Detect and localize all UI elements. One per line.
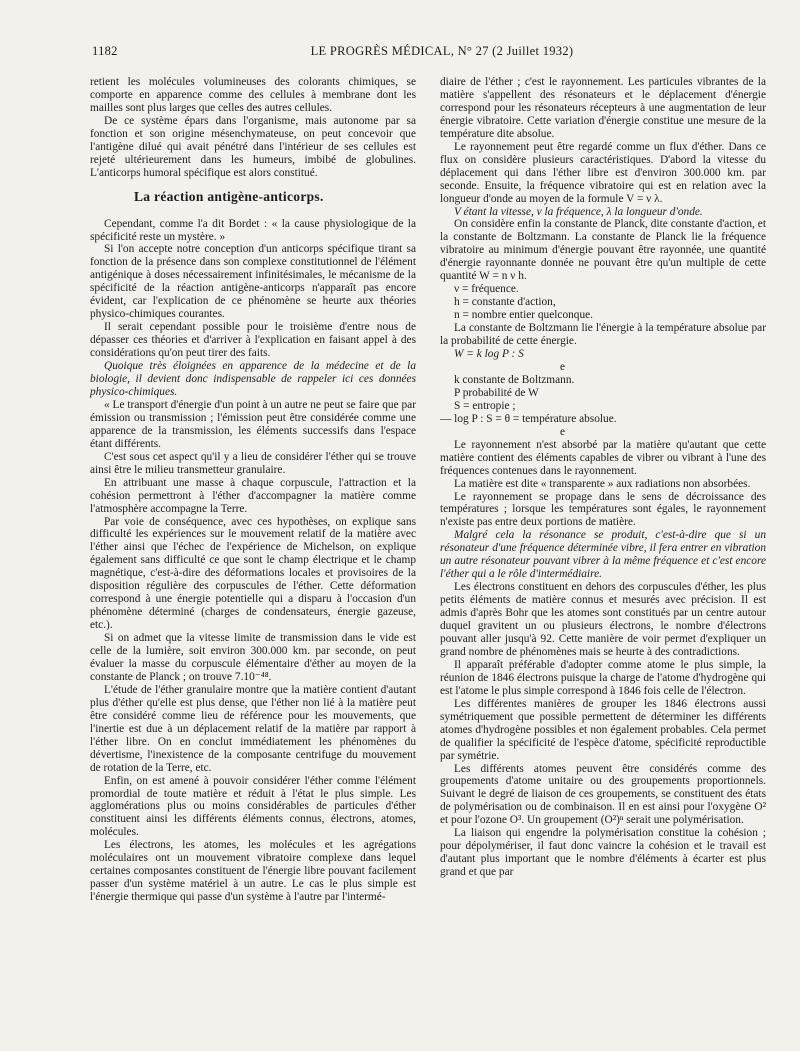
- paragraph: Enfin, on est amené à pouvoir considérer l'éther comme l'élément promordial de toute matière et réduit à l'état le plus simple. Les agglomérations plus ou moins considérables de particules d'éther constituent ainsi les différents éléments connus, électrons, atomes, molécules.: [90, 774, 416, 839]
- definition-item: ν = fréquence.: [454, 283, 519, 296]
- left-column: [90, 76, 416, 904]
- paragraph: Les différents atomes peuvent être considérés comme des groupements d'atome unitaire ou des groupements proportionnels. Suivant le degré de liaison de ces groupements, se constituent des états de polymérisation ou de combinaison. Il en est ainsi pour l'oxygène O² et pour l'ozone O³. Un groupement (O²)ⁿ serait une polymérisation.: [440, 762, 766, 827]
- paragraph: Les électrons, les atomes, les molécules et les agrégations moléculaires ont un mouvement vibratoire complexe dans lequel certaines composantes constituent de l'énergie libre pouvant facilement passer d'un système matériel à un autre. Le cas le plus simple est l'énergie thermique qui passe d'un système à l'autre par l'intermé-: [90, 839, 416, 904]
- formula-exponent: e: [560, 425, 566, 438]
- paragraph: La matière est dite « transparente » aux radiations non absorbées.: [454, 477, 751, 490]
- paragraph: Par voie de conséquence, avec ces hypothèses, on explique sans difficulté les expériences sur le mouvement relatif de la matière avec l'éther ainsi que l'échec de l'expérience de Michelson, on explique également sans difficulté ce que sont le champ électrique et le champ magnétique, c'est-à-dire des déformations locales et provisoires de la disposition régulière des corpuscules de l'éther. Cette déformation correspond à une énergie potentielle qui a disparu à l'occasion d'un phénomène déterminé (charges de condensateurs, énergie gazeuse, etc.).: [90, 515, 416, 632]
- paragraph: retient les molécules volumineuses des colorants chimiques, se comporte en apparence comme des cellules à membrane dont les mailles sont plus larges que celles des autres cellules.: [90, 76, 416, 114]
- quotation-paragraph: « Le transport d'énergie d'un point à un autre ne peut se faire que par émission ou transmission ; l'émission peut être considérée comme une apparence de la transmission, les éléments successifs dans l'espace étant différents.: [90, 398, 416, 450]
- definition-item: n = nombre entier quelconque.: [454, 309, 594, 322]
- paragraph: Le rayonnement se propage dans le sens de décroissance des températures ; lorsque les températures sont égales, le rayonnement n'existe pas entre deux portions de matière.: [440, 490, 766, 529]
- formula: W = k log P : S: [454, 348, 524, 361]
- paragraph: Le rayonnement n'est absorbé par la matière qu'autant que cette matière contient des éléments capables de vibrer ou vibrant à l'une des fréquences contenues dans le rayonnement.: [440, 438, 766, 477]
- formula-exponent: e: [560, 360, 566, 373]
- paragraph: L'étude de l'éther granulaire montre que la matière contient d'autant plus d'éther qu'elle est plus dense, que l'éther non lié à la matière peut être considéré comme lieu de référence pour les mouvements, que l'inertie est due à un déplacement relatif de la matière par rapport à l'éther libre. On en conclut immédiatement les phénomènes du dévertisme, l'inexistence de la composante centrifuge du mouvement de rotation de la Terre, etc.: [90, 683, 416, 774]
- paragraph: On considère enfin la constante de Planck, dite constante d'action, et la constante de Boltzmann. La constante de Planck lie la fréquence vibratoire au minimum d'énergie pouvant être rayonnée, une quantité d'énergie rayonnante donnée ne pouvant être qu'un multiple de cette quantité W = n ν h.: [440, 218, 766, 283]
- journal-title: LE PROGRÈS MÉDICAL, N° 27 (2 Juillet 1932): [310, 44, 574, 58]
- paragraph: La constante de Boltzmann lie l'énergie à la température absolue par la probabilité de cette énergie.: [440, 322, 766, 348]
- definition-item: P probabilité de W: [454, 386, 539, 399]
- page-number: 1182: [92, 44, 118, 58]
- italic-paragraph: Quoique très éloignées en apparence de la médecine et de la biologie, il devient donc indispensable de rappeler ici ces données physico-chimiques.: [90, 360, 416, 398]
- definition-item: h = constante d'action,: [454, 296, 556, 309]
- paragraph: Le rayonnement peut être regardé comme un flux d'éther. Dans ce flux on considère plusieurs caractéristiques. D'abord la vitesse du déplacement qui dans l'éther libre est d'environ 300.000 km. par seconde. Ensuite, la fréquence vibratoire qui est en relation avec la longueur d'onde au moyen de la formule V = ν λ.: [440, 140, 766, 205]
- paragraph: Il apparaît préférable d'adopter comme atome le plus simple, la réunion de 1846 électrons puisque la charge de l'atome d'hydrogène qui est l'atome le plus simple correspond à 1846 fois celle de l'électron.: [440, 658, 766, 697]
- section-heading: La réaction antigène-anticorps.: [134, 188, 324, 204]
- definition-item: S = entropie ;: [454, 399, 516, 412]
- running-header: [92, 44, 774, 62]
- paragraph: Les différentes manières de grouper les 1846 électrons aussi symétriquement que possible permettent de déterminer les différents atomes d'hydrogène possibles et non également probables. Cela permet de qualifier la spécificité de l'espèce d'atome, spécificité reproductible par symétrie.: [440, 697, 766, 762]
- paragraph: diaire de l'éther ; c'est le rayonnement. Les particules vibrantes de la matière s'appellent des résonateurs et le déplacement d'énergie correspond pour les résonateurs récepteurs à une augmentation de leur énergie vibratoire. Cette variation d'énergie constitue une mesure de la température dite absolue.: [440, 76, 766, 140]
- italic-paragraph: Malgré cela la résonance se produit, c'est-à-dire que si un résonateur d'une fréquence déterminée vibre, il fera entrer en vibration un autre résonateur pouvant vibrer à la même fréquence et c'est encore l'éther qui a le rôle d'intermédiaire.: [440, 529, 766, 581]
- paragraph: Il serait cependant possible pour le troisième d'entre nous de dépasser ces théories et d'arriver à l'explication en faisant appel à des considérations qu'on peut tirer des faits.: [90, 321, 416, 360]
- paragraph: Cependant, comme l'a dit Bordet : « la cause physiologique de la spécificité reste un mystère. »: [90, 217, 416, 243]
- paragraph: Si l'on accepte notre conception d'un anticorps spécifique tirant sa fonction de la présence dans son complexe constitutionnel de l'élément antigénique à doses nécessairement infinitésimales, le mécanisme de la spécificité de la réaction antigène-anticorps n'apparaît pas encore évident, car l'explication de ce phénomène se heurte aux théories physico-chimiques courantes.: [90, 243, 416, 321]
- right-column: [440, 76, 766, 879]
- paragraph: C'est sous cet aspect qu'il y a lieu de considérer l'éther qui se trouve ainsi être le milieu transmetteur granulaire.: [90, 450, 416, 476]
- formula-explanation: V étant la vitesse, ν la fréquence, λ la longueur d'onde.: [454, 205, 703, 218]
- definition-item: k constante de Boltzmann.: [454, 373, 575, 386]
- paragraph: Si on admet que la vitesse limite de transmission dans le vide est celle de la lumière, soit environ 300.000 km. par seconde, on peut évaluer la masse du corpuscule élémentaire d'éther au moyen de la constante de Planck ; on trouve 7.10⁻⁴⁸.: [90, 632, 416, 683]
- paragraph: En attribuant une masse à chaque corpuscule, l'attraction et la cohésion permettront à l'éther d'accompagner la matière comme l'atmosphère accompagne la Terre.: [90, 476, 416, 515]
- paragraph: De ce système épars dans l'organisme, mais autonome par sa fonction et son origine mésenchymateuse, on peut concevoir que l'antigène dilué qui avait pénétré dans l'intérieur de ses cellules est rejeté ultérieurement dans les humeurs, imbibé de globulines. L'anticorps humoral spécifique est alors constitué.: [90, 114, 416, 179]
- formula: — log P : S = θ = température absolue.: [440, 412, 617, 425]
- paragraph: Les électrons constituent en dehors des corpuscules d'éther, les plus petits éléments de matière connus et mesurés avec précision. Il est admis d'après Bohr que les atomes sont constitués par un centre autour duquel gravitent un ou plusieurs électrons, le nombre d'électrons pouvant aller jusqu'à 92. Cette manière de voir permet d'expliquer un grand nombre de phénomènes mais se heurte à des contradictions.: [440, 581, 766, 658]
- paragraph: La liaison qui engendre la polymérisation constitue la cohésion ; pour dépolymériser, il faut donc vaincre la cohésion et le travail est d'autant plus important que le nombre d'éléments à écarter est plus grand et que par: [440, 827, 766, 879]
